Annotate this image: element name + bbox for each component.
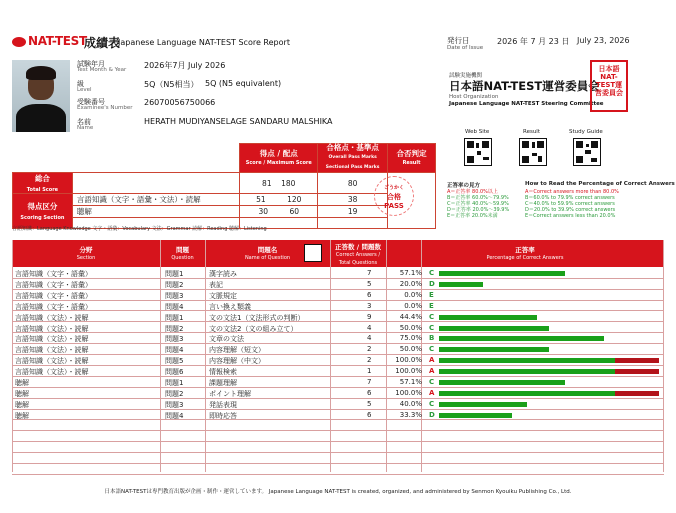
row-percent: 20.0% xyxy=(399,279,422,288)
number-label-en: Examinee's Number xyxy=(77,105,133,111)
row-section: 言語知識（文法）・読解 xyxy=(15,346,89,355)
report-title-jp: 成績表 xyxy=(84,36,121,50)
qr-code-icon[interactable] xyxy=(304,244,322,262)
row-total: 4 xyxy=(367,334,372,343)
level-value: 5Q（N5相当） xyxy=(144,80,199,89)
row-question: 問題3 xyxy=(165,335,184,344)
table-row xyxy=(12,464,664,475)
qr-result-label: Result xyxy=(523,129,540,135)
row-percent: 0.0% xyxy=(404,301,422,310)
table-row xyxy=(12,377,664,388)
row-question: 問題2 xyxy=(165,389,184,398)
score-table xyxy=(12,143,436,229)
row-question: 問題5 xyxy=(165,357,184,366)
row-percent: 100.0% xyxy=(395,356,422,365)
host-sub: Host Organization xyxy=(449,94,499,100)
percent-bar xyxy=(439,315,537,320)
head-section: 分野 Section xyxy=(76,246,96,261)
row-name: 課題理解 xyxy=(209,379,237,387)
total-pass: 80 xyxy=(318,173,388,194)
section-label: 得点区分 Scoring Section xyxy=(13,194,73,229)
row-section: 言語知識（文法）・読解 xyxy=(15,368,89,377)
row-grade: C xyxy=(429,345,435,354)
results-table-header xyxy=(12,240,664,267)
pct-legend-title-en: How to Read the Percentage of Correct Answers xyxy=(525,181,675,187)
row-percent: 50.0% xyxy=(399,345,422,354)
row-percent: 44.4% xyxy=(399,312,422,321)
percent-bar xyxy=(439,380,565,385)
name-label-en: Name xyxy=(77,125,94,131)
logo-badge xyxy=(12,37,26,47)
section-pass: 38 xyxy=(318,194,388,206)
examinee-photo xyxy=(12,60,70,132)
row-grade: E xyxy=(429,290,434,299)
percent-bar xyxy=(439,369,615,374)
percent-bar xyxy=(439,402,527,407)
percent-bar-high xyxy=(615,358,659,363)
row-grade: E xyxy=(429,301,434,310)
name-label: 名前 xyxy=(77,118,91,126)
issue-label-jp: 発行日 xyxy=(447,36,470,45)
footer-text: 日本語NAT-TESTは専門教育出版が企画・制作・運営しています。 Japanese Language NAT-TEST is created, organized, and administered by Senmon Kyouiku Publishing Co., Ltd. xyxy=(104,489,572,495)
level-value-en: 5Q (N5 equivalent) xyxy=(205,79,282,88)
percent-bar-high xyxy=(615,369,659,374)
row-section: 言語知識（文字・語彙） xyxy=(15,302,92,311)
row-section: 言語知識（文法）・読解 xyxy=(15,313,89,322)
head-count: 正答数 / 問題数 Correct Answers / Total Questions xyxy=(335,243,381,266)
row-grade: C xyxy=(429,269,435,277)
issue-label-en: Date of Issue xyxy=(447,45,484,51)
qr-study-label: Study Guide xyxy=(569,129,603,135)
host-small: 試験実施機関 xyxy=(449,73,483,79)
result-head: 合否判定 Result xyxy=(388,144,436,173)
percent-bar xyxy=(439,391,615,396)
row-question: 問題4 xyxy=(165,411,184,420)
row-total: 2 xyxy=(367,345,372,354)
row-name: 表記 xyxy=(209,280,223,289)
month-label-en: Test Month & Year xyxy=(77,67,127,73)
pct-legend-title-jp: 正答率の見方 xyxy=(447,183,481,189)
number-value: 26070056750066 xyxy=(144,98,216,107)
percent-bar xyxy=(439,336,604,341)
row-name: 漢字読み xyxy=(209,270,237,278)
level-label-en: Level xyxy=(77,87,92,93)
row-question: 問題1 xyxy=(165,313,184,322)
table-row xyxy=(12,344,664,355)
row-question: 問題3 xyxy=(165,291,184,300)
qr-website-label: Web Site xyxy=(465,129,490,135)
row-name: 文章の文法 xyxy=(209,335,244,344)
row-section: 言語知識（文字・語彙） xyxy=(15,291,92,300)
pct-legend-en: A＝Correct answers more than 80.0% B＝60.0% to 79.9% correct answers C＝40.0% to 59.9% correct answers D＝20.0% to 39.9% correct answers E＝Correct answers less than 20.0% xyxy=(525,189,619,219)
row-question: 問題3 xyxy=(165,400,184,409)
row-percent: 0.0% xyxy=(404,290,422,299)
row-percent: 100.0% xyxy=(395,367,422,376)
row-total: 6 xyxy=(367,290,372,299)
row-name: 言い換え類義 xyxy=(209,302,251,311)
total-label: 総合 Total Score xyxy=(13,173,73,194)
report-title-en: Japanese Language NAT-TEST Score Report xyxy=(118,38,290,47)
issue-date-jp: 2026 年 7 月 23 日 xyxy=(497,37,570,46)
row-grade: C xyxy=(429,399,435,408)
row-grade: C xyxy=(429,312,435,321)
section-name: 聴解 xyxy=(72,206,239,218)
row-percent: 50.0% xyxy=(399,323,422,332)
row-percent: 100.0% xyxy=(395,388,422,397)
row-grade: C xyxy=(429,323,435,332)
row-section: 聴解 xyxy=(15,379,29,387)
row-section: 言語知識（文法）・読解 xyxy=(15,324,89,333)
row-name: 文の文法2（文の組み立て） xyxy=(209,324,298,333)
section-score: 30 60 xyxy=(240,206,318,218)
row-question: 問題1 xyxy=(165,270,184,278)
row-percent: 40.0% xyxy=(399,399,422,408)
table-row xyxy=(12,333,664,344)
row-section: 聴解 xyxy=(15,411,29,420)
row-question: 問題4 xyxy=(165,302,184,311)
row-name: 内容理解（中文） xyxy=(209,357,265,366)
head-name: 問題名 Name of Question xyxy=(244,246,291,261)
percent-bar xyxy=(439,271,565,276)
table-row xyxy=(12,312,664,323)
table-row xyxy=(12,432,664,443)
row-total: 3 xyxy=(367,301,372,310)
row-grade: A xyxy=(429,388,435,397)
percent-bar xyxy=(439,358,615,363)
row-question: 問題4 xyxy=(165,346,184,355)
percent-bar xyxy=(439,347,549,352)
level-label: 級 xyxy=(77,80,84,88)
pct-legend-jp: A＝正答率 80.0%以上 B＝正答率 60.0%〜79.9% C＝正答率 40.0%〜59.9% D＝正答率 20.0%〜39.9% E＝正答率 20.0%未満 xyxy=(447,189,510,219)
row-total: 4 xyxy=(367,323,372,332)
row-total: 2 xyxy=(367,356,372,365)
row-total: 7 xyxy=(367,269,372,277)
row-section: 言語知識（文法）・読解 xyxy=(15,357,89,366)
section-name: 言語知識（文字・語彙・文法）・読解 xyxy=(72,194,239,206)
row-total: 1 xyxy=(367,367,372,376)
head-question: 問題 Question xyxy=(171,246,194,261)
percent-bar xyxy=(439,326,549,331)
table-row xyxy=(12,301,664,312)
table-row xyxy=(12,410,664,421)
row-section: 聴解 xyxy=(15,389,29,398)
row-name: 文の文法1（文法形式の判断） xyxy=(209,313,305,322)
month-label: 試験年月 xyxy=(77,60,105,68)
row-total: 7 xyxy=(367,378,372,386)
qr-code-icon[interactable] xyxy=(519,138,547,166)
logo-text: NAT-TEST xyxy=(28,34,87,48)
name-value: HERATH MUDIYANSELAGE SANDARU MALSHIKA xyxy=(144,117,333,126)
row-grade: D xyxy=(429,279,435,288)
table-row xyxy=(12,399,664,410)
row-name: 情報検索 xyxy=(209,368,237,377)
table-row xyxy=(12,279,664,290)
term-legend: 言語知識：Language Knowledge 文字・語彙：Vocabulary 文法：Grammar 読解：Reading 聴解：Listening xyxy=(12,226,267,232)
percent-bar xyxy=(439,413,512,418)
row-section: 言語知識（文字・語彙） xyxy=(15,280,92,289)
row-question: 問題2 xyxy=(165,324,184,333)
total-score: 81 180 xyxy=(240,173,318,194)
table-row xyxy=(12,323,664,334)
table-row xyxy=(12,388,664,399)
row-section: 言語知識（文字・語彙） xyxy=(15,270,92,278)
month-value: 2026年7月 July 2026 xyxy=(144,61,226,70)
row-percent: 33.3% xyxy=(399,410,422,419)
percent-bar-high xyxy=(615,391,659,396)
table-row xyxy=(12,355,664,366)
row-name: ポイント理解 xyxy=(209,389,251,398)
row-percent: 57.1% xyxy=(399,378,422,386)
number-label: 受験番号 xyxy=(77,98,105,106)
table-row xyxy=(12,366,664,377)
row-name: 内容理解（短文） xyxy=(209,346,265,355)
row-section: 言語知識（文法）・読解 xyxy=(15,335,89,344)
row-total: 5 xyxy=(367,279,372,288)
row-grade: C xyxy=(429,378,435,386)
row-grade: D xyxy=(429,410,435,419)
score-head: 得点 / 配点 Score / Maximum Score xyxy=(240,144,318,173)
host-title: 日本語NAT-TEST運営委員会 xyxy=(449,79,600,93)
row-grade: B xyxy=(429,334,435,343)
pass-head: 合格点・基準点 Overall Pass Marks Sectional Pass Marks xyxy=(318,144,388,173)
row-grade: A xyxy=(429,367,435,376)
host-en: Japanese Language NAT-TEST Steering Committee xyxy=(449,101,604,107)
pass-stamp: ごうかく 合格 PASS xyxy=(374,176,414,216)
row-percent: 75.0% xyxy=(399,334,422,343)
table-row xyxy=(12,268,664,279)
table-row xyxy=(12,421,664,432)
row-grade: A xyxy=(429,356,435,365)
row-name: 文脈規定 xyxy=(209,291,237,300)
row-total: 9 xyxy=(367,312,372,321)
head-rate: 正答率 Percentage of Correct Answers xyxy=(486,246,564,261)
official-seal: 日本語NAT-TEST運営委員会 xyxy=(590,60,628,112)
row-section: 聴解 xyxy=(15,400,29,409)
row-name: 即時応答 xyxy=(209,411,237,420)
row-question: 問題1 xyxy=(165,379,184,387)
row-total: 5 xyxy=(367,399,372,408)
row-total: 6 xyxy=(367,410,372,419)
table-row xyxy=(12,453,664,464)
row-name: 発話表現 xyxy=(209,400,237,409)
qr-code-icon[interactable] xyxy=(573,138,601,166)
issue-date-en: July 23, 2026 xyxy=(577,36,630,45)
qr-code-icon[interactable] xyxy=(464,138,492,166)
row-percent: 57.1% xyxy=(399,269,422,277)
row-total: 6 xyxy=(367,388,372,397)
table-row xyxy=(12,442,664,453)
table-row xyxy=(12,290,664,301)
row-question: 問題2 xyxy=(165,280,184,289)
section-score: 51 120 xyxy=(240,194,318,206)
row-question: 問題6 xyxy=(165,368,184,377)
percent-bar xyxy=(439,282,483,287)
section-pass: 19 xyxy=(318,206,388,218)
